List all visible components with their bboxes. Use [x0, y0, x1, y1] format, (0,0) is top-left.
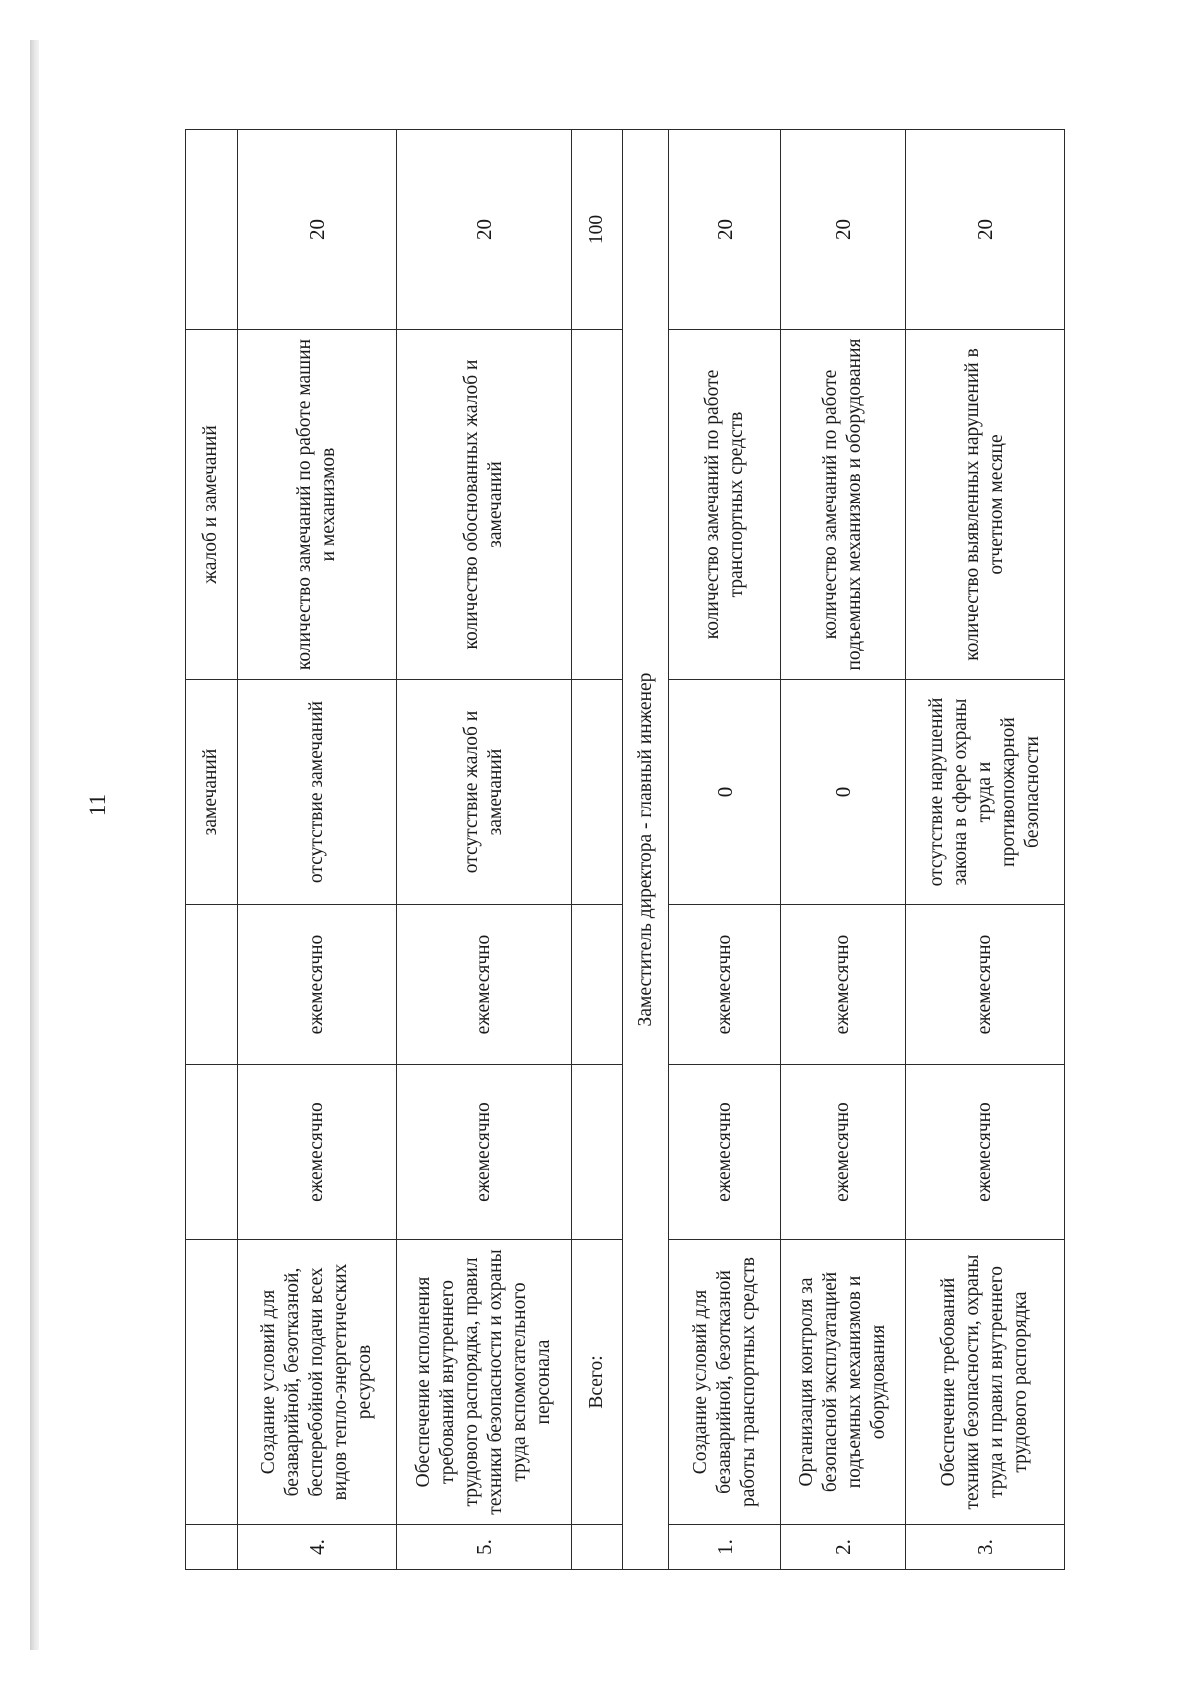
header-cell-period2: [186, 905, 238, 1065]
header-cell-indicator: жалоб и замечаний: [186, 330, 238, 680]
header-cell-criterion: замечаний: [186, 680, 238, 905]
period-cell: ежемесячно: [237, 905, 396, 1065]
period-cell: ежемесячно: [237, 1065, 396, 1240]
rotated-table-wrapper: [185, 130, 1065, 1570]
total-empty-cell: [571, 330, 622, 680]
page-number: 11: [85, 793, 110, 817]
row-number: 5.: [397, 1525, 572, 1570]
criterion-cell: отсутствие нарушений закона в сфере охраны труда и противопожарной безопасности: [905, 680, 1064, 905]
period-cell: ежемесячно: [669, 905, 780, 1065]
task-cell: Обеспечение исполнения требований внутреннего трудового распорядка, правил техники безопасности и охраны труда вспомогательного персонала: [397, 1240, 572, 1525]
period-cell: ежемесячно: [905, 905, 1064, 1065]
row-number: 4.: [237, 1525, 396, 1570]
table-row: [669, 130, 780, 1570]
indicator-cell: количество замечаний по работе подъемных механизмов и оборудования: [780, 330, 905, 680]
total-value: 100: [571, 130, 622, 330]
period-cell: ежемесячно: [397, 905, 572, 1065]
task-cell: Организация контроля за безопасной эксплуатацией подъемных механизмов и оборудования: [780, 1240, 905, 1525]
score-cell: 20: [397, 130, 572, 330]
period-cell: ежемесячно: [780, 905, 905, 1065]
period-cell: ежемесячно: [780, 1065, 905, 1240]
total-row: [571, 130, 622, 1570]
score-cell: 20: [237, 130, 396, 330]
score-cell: 20: [780, 130, 905, 330]
total-empty-cell: [571, 1525, 622, 1570]
indicator-cell: количество замечаний по работе машин и механизмов: [237, 330, 396, 680]
indicator-cell: количество замечаний по работе транспортных средств: [669, 330, 780, 680]
criterion-cell: отсутствие замечаний: [237, 680, 396, 905]
scan-edge-shadow: [30, 40, 39, 1650]
task-cell: Создание условий для безаварийной, безотказной, бесперебойной подачи всех видов тепло-энергетических ресурсов: [237, 1240, 396, 1525]
indicator-cell: количество выявленных нарушений в отчетном месяце: [905, 330, 1064, 680]
table-row: [237, 130, 396, 1570]
row-number: 2.: [780, 1525, 905, 1570]
criterion-cell: 0: [780, 680, 905, 905]
period-cell: ежемесячно: [397, 1065, 572, 1240]
criterion-cell: 0: [669, 680, 780, 905]
total-empty-cell: [571, 680, 622, 905]
header-cell-score: [186, 130, 238, 330]
header-cell-period1: [186, 1065, 238, 1240]
row-number: 3.: [905, 1525, 1064, 1570]
score-cell: 20: [669, 130, 780, 330]
row-number: 1.: [669, 1525, 780, 1570]
header-cell-task: [186, 1240, 238, 1525]
section-title: Заместитель директора - главный инженер: [622, 130, 669, 1570]
table-row: [905, 130, 1064, 1570]
period-cell: ежемесячно: [905, 1065, 1064, 1240]
table-header-row: [186, 130, 238, 1570]
total-label: Всего:: [571, 1240, 622, 1525]
task-cell: Обеспечение требований техники безопасности, охраны труда и правил внутреннего трудового распорядка: [905, 1240, 1064, 1525]
period-cell: ежемесячно: [669, 1065, 780, 1240]
criteria-table: [185, 129, 1065, 1570]
indicator-cell: количество обоснованных жалоб и замечаний: [397, 330, 572, 680]
task-cell: Создание условий для безаварийной, безотказной работы транспортных средств: [669, 1240, 780, 1525]
section-header-row: [622, 130, 669, 1570]
header-cell-num: [186, 1525, 238, 1570]
total-empty-cell: [571, 1065, 622, 1240]
total-empty-cell: [571, 905, 622, 1065]
table-row: [780, 130, 905, 1570]
criterion-cell: отсутствие жалоб и замечаний: [397, 680, 572, 905]
table-row: [397, 130, 572, 1570]
score-cell: 20: [905, 130, 1064, 330]
